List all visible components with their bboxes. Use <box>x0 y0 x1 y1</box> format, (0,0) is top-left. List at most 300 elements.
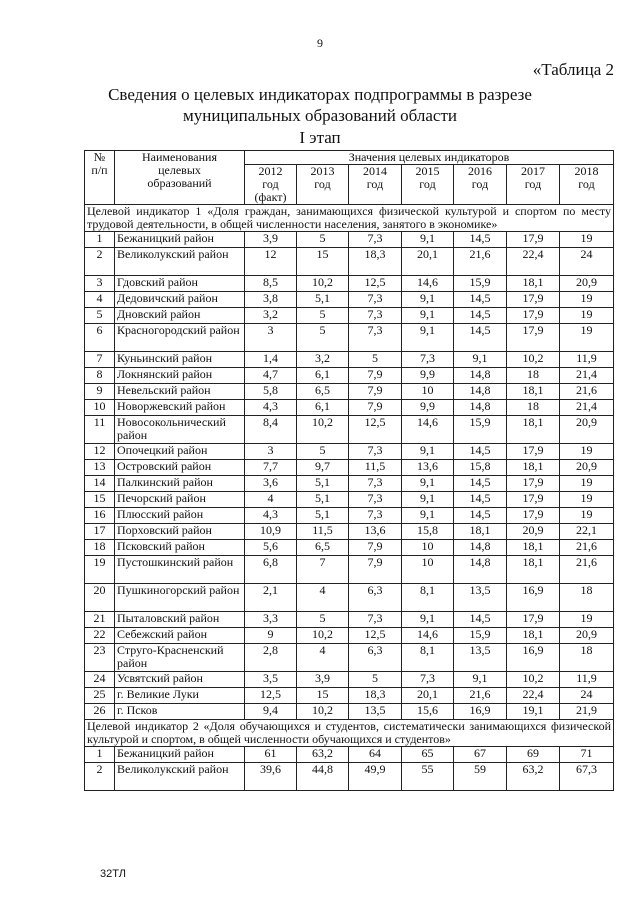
indicator-value: 10,2 <box>297 416 349 444</box>
indicator-value: 5,1 <box>297 292 349 308</box>
indicator-value: 14,5 <box>454 232 507 248</box>
indicator-value: 14,5 <box>454 292 507 308</box>
header-year: 2017 год <box>507 165 560 205</box>
indicator-value: 3,2 <box>297 352 349 368</box>
document-title <box>0 84 640 126</box>
header-values-group: Значения целевых индикаторов <box>245 151 614 165</box>
indicator-value: 63,2 <box>507 763 560 791</box>
indicator-value: 12,5 <box>245 688 297 704</box>
row-number: 1 <box>85 747 115 763</box>
municipality-name: Куньинский район <box>115 352 245 368</box>
header-number: № п/п <box>85 151 115 205</box>
row-number: 9 <box>85 384 115 400</box>
indicator-value: 18 <box>507 400 560 416</box>
indicator-value: 6,1 <box>297 400 349 416</box>
indicator-value: 18,3 <box>349 688 402 704</box>
municipality-name: Пушкиногорский район <box>115 584 245 612</box>
indicator-value: 19 <box>560 324 614 352</box>
header-year: 2016 год <box>454 165 507 205</box>
indicator-value: 9,1 <box>402 612 454 628</box>
indicator-value: 7,3 <box>349 232 402 248</box>
indicator-value: 71 <box>560 747 614 763</box>
indicator-value: 9,9 <box>402 400 454 416</box>
indicator-value: 4 <box>245 492 297 508</box>
indicator-value: 18,3 <box>349 248 402 276</box>
indicator-value: 6,3 <box>349 584 402 612</box>
row-number: 11 <box>85 416 115 444</box>
indicator-description: Целевой индикатор 1 «Доля граждан, занимающихся физической культурой и спортом по месту трудовой деятельности, в общей численности населения, занятого в экономике» <box>85 205 614 232</box>
municipality-name: Красногородский район <box>115 324 245 352</box>
indicator-value: 17,9 <box>507 508 560 524</box>
indicator-value: 6,8 <box>245 556 297 584</box>
indicator-value: 20,9 <box>560 628 614 644</box>
indicator-value: 17,9 <box>507 292 560 308</box>
table-row <box>85 324 614 352</box>
indicator-value: 21,4 <box>560 368 614 384</box>
indicator-value: 7,7 <box>245 460 297 476</box>
indicator-value: 1,4 <box>245 352 297 368</box>
indicator-row <box>85 205 614 232</box>
indicator-value: 10,2 <box>297 628 349 644</box>
municipality-name: Дновский район <box>115 308 245 324</box>
indicator-value: 16,9 <box>507 644 560 672</box>
indicator-value: 14,5 <box>454 508 507 524</box>
row-number: 1 <box>85 232 115 248</box>
indicator-value: 17,9 <box>507 444 560 460</box>
indicator-value: 22,4 <box>507 248 560 276</box>
indicator-value: 18 <box>507 368 560 384</box>
indicator-value: 19 <box>560 612 614 628</box>
indicator-value: 8,5 <box>245 276 297 292</box>
indicator-value: 15,9 <box>454 416 507 444</box>
indicator-value: 19 <box>560 292 614 308</box>
indicator-value: 14,5 <box>454 324 507 352</box>
indicator-value: 18,1 <box>507 628 560 644</box>
municipality-name: Невельский район <box>115 384 245 400</box>
row-number: 12 <box>85 444 115 460</box>
indicator-value: 19 <box>560 444 614 460</box>
table-row <box>85 232 614 248</box>
table-row <box>85 612 614 628</box>
indicator-value: 7,9 <box>349 384 402 400</box>
table-row <box>85 628 614 644</box>
indicator-value: 7,3 <box>349 476 402 492</box>
row-number: 2 <box>85 763 115 791</box>
indicator-value: 10,2 <box>507 352 560 368</box>
indicator-value: 13,5 <box>454 644 507 672</box>
indicator-value: 19 <box>560 476 614 492</box>
municipality-name: Новосокольнический район <box>115 416 245 444</box>
indicator-value: 5,1 <box>297 508 349 524</box>
footer-code: 32ТЛ <box>100 868 126 880</box>
indicator-value: 9,1 <box>402 292 454 308</box>
row-number: 26 <box>85 704 115 720</box>
indicator-value: 11,5 <box>349 460 402 476</box>
indicator-value: 49,9 <box>349 763 402 791</box>
indicator-value: 3,9 <box>245 232 297 248</box>
indicator-value: 18,1 <box>507 556 560 584</box>
indicator-value: 4,7 <box>245 368 297 384</box>
indicators-table <box>84 150 614 791</box>
indicator-value: 7,3 <box>349 508 402 524</box>
indicator-value: 3,2 <box>245 308 297 324</box>
indicator-value: 4,3 <box>245 400 297 416</box>
indicator-value: 9,1 <box>402 444 454 460</box>
header-year: 2015 год <box>402 165 454 205</box>
row-number: 15 <box>85 492 115 508</box>
indicator-value: 16,9 <box>507 584 560 612</box>
indicator-value: 22,1 <box>560 524 614 540</box>
indicator-value: 5 <box>349 672 402 688</box>
indicator-value: 3 <box>245 444 297 460</box>
indicator-value: 17,9 <box>507 476 560 492</box>
table-row <box>85 444 614 460</box>
indicator-value: 5,1 <box>297 492 349 508</box>
indicator-value: 18,1 <box>507 460 560 476</box>
indicator-value: 11,9 <box>560 672 614 688</box>
indicator-value: 18,1 <box>454 524 507 540</box>
indicator-value: 5 <box>297 232 349 248</box>
municipality-name: Псковский район <box>115 540 245 556</box>
indicator-value: 14,8 <box>454 556 507 584</box>
municipality-name: Палкинский район <box>115 476 245 492</box>
indicator-value: 3,3 <box>245 612 297 628</box>
table-row <box>85 460 614 476</box>
indicator-value: 24 <box>560 248 614 276</box>
row-number: 24 <box>85 672 115 688</box>
indicator-value: 7,3 <box>402 352 454 368</box>
indicator-value: 13,6 <box>349 524 402 540</box>
indicator-value: 8,1 <box>402 644 454 672</box>
indicator-value: 17,9 <box>507 308 560 324</box>
indicator-value: 13,6 <box>402 460 454 476</box>
indicator-value: 17,9 <box>507 492 560 508</box>
indicator-value: 9,1 <box>454 672 507 688</box>
row-number: 16 <box>85 508 115 524</box>
indicator-value: 15,6 <box>402 704 454 720</box>
indicator-value: 17,9 <box>507 612 560 628</box>
row-number: 18 <box>85 540 115 556</box>
indicator-value: 20,9 <box>560 276 614 292</box>
municipality-name: г. Великие Луки <box>115 688 245 704</box>
municipality-name: Пыталовский район <box>115 612 245 628</box>
indicator-value: 65 <box>402 747 454 763</box>
indicator-value: 19 <box>560 232 614 248</box>
indicator-value: 10 <box>402 556 454 584</box>
indicator-value: 2,1 <box>245 584 297 612</box>
indicator-value: 9,1 <box>454 352 507 368</box>
row-number: 4 <box>85 292 115 308</box>
indicator-value: 10,9 <box>245 524 297 540</box>
indicator-value: 3,6 <box>245 476 297 492</box>
indicator-value: 21,9 <box>560 704 614 720</box>
table-row <box>85 644 614 672</box>
indicator-value: 8,4 <box>245 416 297 444</box>
indicator-value: 7,3 <box>349 292 402 308</box>
table-row <box>85 384 614 400</box>
indicator-value: 10,2 <box>507 672 560 688</box>
indicator-value: 19 <box>560 492 614 508</box>
indicator-value: 44,8 <box>297 763 349 791</box>
indicator-value: 20,9 <box>560 416 614 444</box>
indicator-value: 12,5 <box>349 416 402 444</box>
municipality-name: Струго-Красненский район <box>115 644 245 672</box>
title-line-2: муниципальных образований области <box>183 106 457 125</box>
row-number: 10 <box>85 400 115 416</box>
indicator-value: 55 <box>402 763 454 791</box>
indicator-value: 7 <box>297 556 349 584</box>
indicator-value: 21,6 <box>560 556 614 584</box>
table-reference: «Таблица 2 <box>532 60 614 79</box>
indicator-value: 9,1 <box>402 508 454 524</box>
municipality-name: Себежский район <box>115 628 245 644</box>
indicator-value: 3,8 <box>245 292 297 308</box>
indicator-value: 9,7 <box>297 460 349 476</box>
indicator-value: 19 <box>560 508 614 524</box>
table-row <box>85 524 614 540</box>
table-row <box>85 540 614 556</box>
indicator-value: 7,9 <box>349 368 402 384</box>
indicator-value: 15,9 <box>454 628 507 644</box>
table-row <box>85 688 614 704</box>
indicator-value: 64 <box>349 747 402 763</box>
table-row <box>85 476 614 492</box>
municipality-name: Опочецкий район <box>115 444 245 460</box>
indicator-value: 17,9 <box>507 324 560 352</box>
header-year: 2013 год <box>297 165 349 205</box>
row-number: 22 <box>85 628 115 644</box>
indicator-value: 22,4 <box>507 688 560 704</box>
indicator-value: 18,1 <box>507 384 560 400</box>
header-name: Наименования целевых образований <box>115 151 245 205</box>
row-number: 2 <box>85 248 115 276</box>
indicator-value: 6,1 <box>297 368 349 384</box>
table-row <box>85 308 614 324</box>
table-row <box>85 747 614 763</box>
indicator-value: 7,9 <box>349 400 402 416</box>
indicator-value: 5 <box>297 324 349 352</box>
indicator-value: 14,5 <box>454 444 507 460</box>
indicator-value: 4 <box>297 644 349 672</box>
table-row <box>85 763 614 791</box>
indicator-value: 14,5 <box>454 476 507 492</box>
indicator-value: 7,3 <box>349 324 402 352</box>
indicator-value: 2,8 <box>245 644 297 672</box>
indicator-value: 18,1 <box>507 276 560 292</box>
indicator-value: 18 <box>560 644 614 672</box>
indicator-value: 4,3 <box>245 508 297 524</box>
indicator-value: 6,5 <box>297 384 349 400</box>
municipality-name: Пустошкинский район <box>115 556 245 584</box>
indicator-value: 14,8 <box>454 400 507 416</box>
indicator-value: 14,6 <box>402 628 454 644</box>
municipality-name: Гдовский район <box>115 276 245 292</box>
indicator-value: 10,2 <box>297 704 349 720</box>
row-number: 17 <box>85 524 115 540</box>
indicator-value: 9,1 <box>402 324 454 352</box>
table-row <box>85 352 614 368</box>
indicator-value: 9,1 <box>402 232 454 248</box>
row-number: 5 <box>85 308 115 324</box>
table-row <box>85 584 614 612</box>
row-number: 13 <box>85 460 115 476</box>
indicator-value: 14,6 <box>402 416 454 444</box>
table-row <box>85 416 614 444</box>
indicator-value: 13,5 <box>454 584 507 612</box>
municipality-name: г. Псков <box>115 704 245 720</box>
row-number: 23 <box>85 644 115 672</box>
indicator-value: 15 <box>297 248 349 276</box>
table-row <box>85 248 614 276</box>
indicator-value: 5 <box>349 352 402 368</box>
municipality-name: Новоржевский район <box>115 400 245 416</box>
indicator-value: 18 <box>560 584 614 612</box>
municipality-name: Дедовичский район <box>115 292 245 308</box>
indicator-value: 16,9 <box>454 704 507 720</box>
municipality-name: Порховский район <box>115 524 245 540</box>
table-row <box>85 556 614 584</box>
row-number: 8 <box>85 368 115 384</box>
indicator-value: 20,1 <box>402 248 454 276</box>
row-number: 21 <box>85 612 115 628</box>
indicator-value: 5,1 <box>297 476 349 492</box>
indicator-value: 5 <box>297 444 349 460</box>
table-row <box>85 400 614 416</box>
indicator-value: 7,9 <box>349 540 402 556</box>
indicator-value: 15,8 <box>402 524 454 540</box>
indicator-value: 7,3 <box>349 444 402 460</box>
municipality-name: Бежаницкий район <box>115 747 245 763</box>
indicator-value: 18,1 <box>507 416 560 444</box>
indicator-value: 21,4 <box>560 400 614 416</box>
indicator-value: 14,5 <box>454 492 507 508</box>
indicator-value: 17,9 <box>507 232 560 248</box>
indicator-value: 14,6 <box>402 276 454 292</box>
indicator-value: 3,5 <box>245 672 297 688</box>
indicator-value: 20,9 <box>560 460 614 476</box>
indicator-value: 14,8 <box>454 384 507 400</box>
indicator-value: 9,9 <box>402 368 454 384</box>
indicator-value: 9,4 <box>245 704 297 720</box>
row-number: 25 <box>85 688 115 704</box>
table-row <box>85 368 614 384</box>
municipality-name: Островский район <box>115 460 245 476</box>
table-row <box>85 276 614 292</box>
table-row <box>85 292 614 308</box>
indicator-value: 11,5 <box>297 524 349 540</box>
indicator-value: 63,2 <box>297 747 349 763</box>
indicator-value: 6,3 <box>349 644 402 672</box>
table-row <box>85 704 614 720</box>
indicator-value: 5,6 <box>245 540 297 556</box>
indicator-value: 13,5 <box>349 704 402 720</box>
indicator-value: 21,6 <box>560 384 614 400</box>
indicator-value: 9,1 <box>402 492 454 508</box>
municipality-name: Усвятский район <box>115 672 245 688</box>
indicator-value: 7,3 <box>349 492 402 508</box>
indicator-value: 14,8 <box>454 540 507 556</box>
municipality-name: Печорский район <box>115 492 245 508</box>
indicator-value: 8,1 <box>402 584 454 612</box>
table-body <box>85 205 614 791</box>
indicator-value: 7,9 <box>349 556 402 584</box>
indicator-value: 18,1 <box>507 540 560 556</box>
indicator-value: 15,9 <box>454 276 507 292</box>
indicator-value: 14,8 <box>454 368 507 384</box>
table-row <box>85 672 614 688</box>
indicator-value: 24 <box>560 688 614 704</box>
indicator-value: 61 <box>245 747 297 763</box>
indicator-value: 19 <box>560 308 614 324</box>
indicator-value: 12 <box>245 248 297 276</box>
indicator-value: 5 <box>297 612 349 628</box>
indicator-value: 6,5 <box>297 540 349 556</box>
indicator-value: 21,6 <box>454 248 507 276</box>
indicator-value: 14,5 <box>454 612 507 628</box>
row-number: 3 <box>85 276 115 292</box>
indicator-value: 5 <box>297 308 349 324</box>
indicator-value: 15 <box>297 688 349 704</box>
indicator-value: 9 <box>245 628 297 644</box>
indicator-value: 59 <box>454 763 507 791</box>
indicator-value: 21,6 <box>560 540 614 556</box>
municipality-name: Плюсский район <box>115 508 245 524</box>
table-row <box>85 508 614 524</box>
indicator-value: 12,5 <box>349 276 402 292</box>
row-number: 6 <box>85 324 115 352</box>
row-number: 7 <box>85 352 115 368</box>
municipality-name: Бежаницкий район <box>115 232 245 248</box>
row-number: 19 <box>85 556 115 584</box>
indicator-value: 3 <box>245 324 297 352</box>
indicator-value: 7,3 <box>402 672 454 688</box>
indicator-value: 5,8 <box>245 384 297 400</box>
indicator-value: 20,1 <box>402 688 454 704</box>
indicator-value: 67,3 <box>560 763 614 791</box>
indicator-value: 21,6 <box>454 688 507 704</box>
header-year: 2018 год <box>560 165 614 205</box>
indicator-value: 10 <box>402 540 454 556</box>
indicator-value: 11,9 <box>560 352 614 368</box>
indicator-value: 15,8 <box>454 460 507 476</box>
indicator-row <box>85 720 614 747</box>
indicator-value: 67 <box>454 747 507 763</box>
municipality-name: Великолукский район <box>115 248 245 276</box>
page-number: 9 <box>317 36 323 50</box>
indicator-value: 4 <box>297 584 349 612</box>
title-line-1: Сведения о целевых индикаторах подпрограммы в разрезе <box>108 85 532 104</box>
indicator-value: 3,9 <box>297 672 349 688</box>
indicator-value: 7,3 <box>349 612 402 628</box>
municipality-name: Локнянский район <box>115 368 245 384</box>
indicator-description: Целевой индикатор 2 «Доля обучающихся и студентов, систематически занимающихся физической культурой и спортом, в общей численности обучающихся и студентов» <box>85 720 614 747</box>
row-number: 20 <box>85 584 115 612</box>
indicator-value: 69 <box>507 747 560 763</box>
indicator-value: 7,3 <box>349 308 402 324</box>
indicator-value: 12,5 <box>349 628 402 644</box>
row-number: 14 <box>85 476 115 492</box>
indicator-value: 14,5 <box>454 308 507 324</box>
municipality-name: Великолукский район <box>115 763 245 791</box>
indicator-value: 10 <box>402 384 454 400</box>
indicator-value: 39,6 <box>245 763 297 791</box>
indicator-value: 9,1 <box>402 308 454 324</box>
table-row <box>85 492 614 508</box>
indicator-value: 20,9 <box>507 524 560 540</box>
indicator-value: 9,1 <box>402 476 454 492</box>
header-year: 2014 год <box>349 165 402 205</box>
stage-label: I этап <box>299 128 341 147</box>
